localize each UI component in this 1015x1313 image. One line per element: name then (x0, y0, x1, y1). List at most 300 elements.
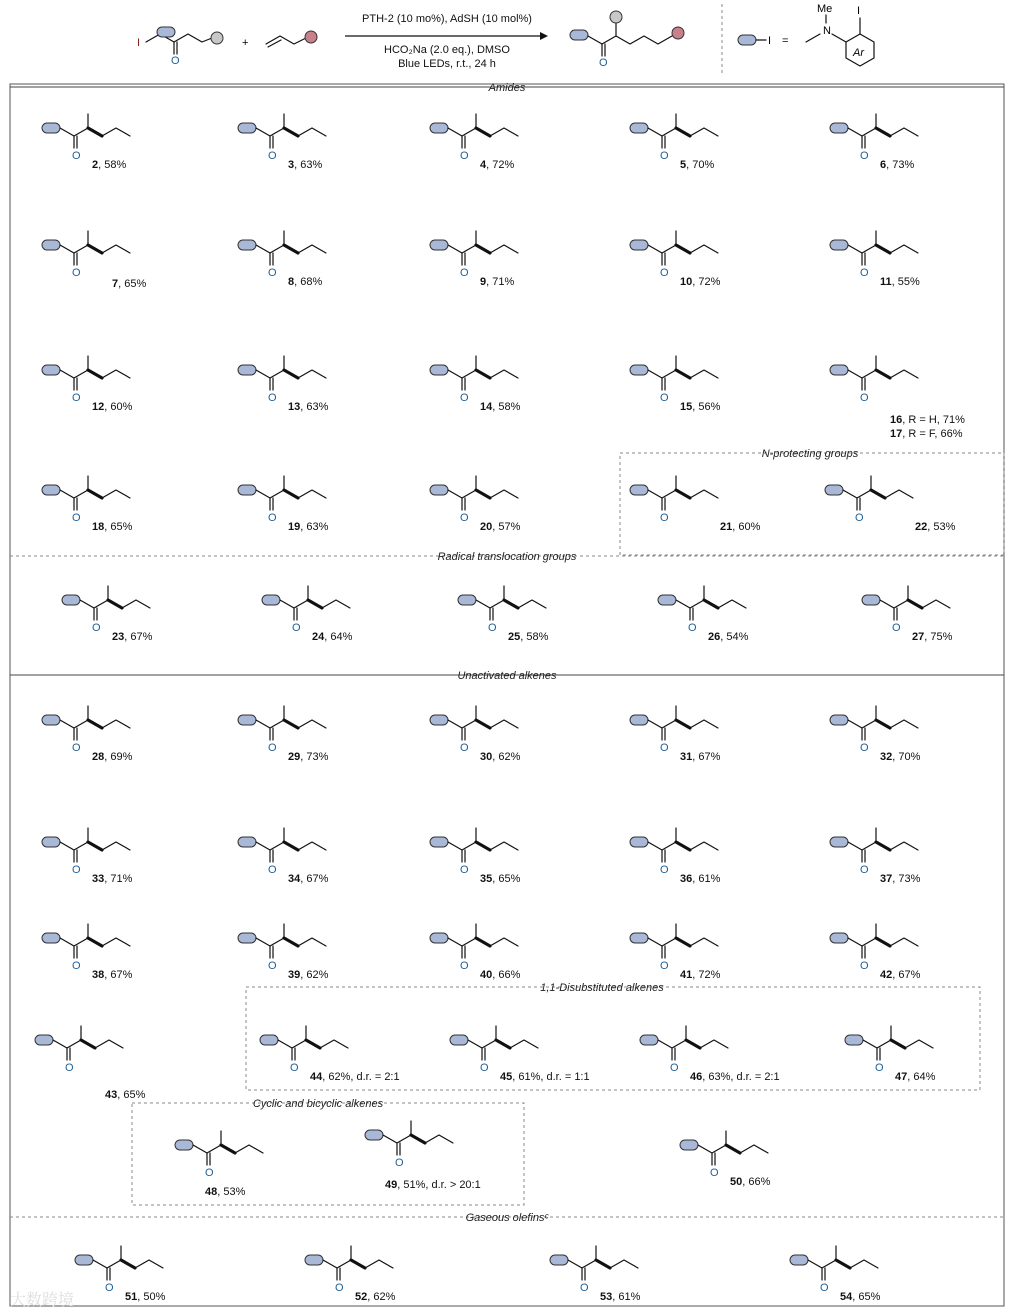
carbonyl-o-label: O (105, 1282, 114, 1294)
compound-41-structure (630, 924, 718, 972)
compound-yield: , 64% (907, 1071, 936, 1083)
compound-number: 21 (720, 521, 733, 533)
amide-pill-icon (238, 123, 256, 133)
compound-caption (680, 159, 714, 171)
compound-45-structure (450, 1026, 538, 1074)
compound-number: 5 (680, 159, 687, 171)
compound-number: 11 (880, 276, 892, 288)
key-ar-label: Ar (853, 47, 864, 59)
compound-22-structure (825, 476, 913, 524)
compound-number: 31 (680, 751, 693, 763)
amide-pill-icon (570, 30, 588, 40)
compound-number: 24 (312, 631, 325, 643)
reagent-iodoketone (137, 27, 223, 67)
compound-43-structure (35, 1026, 123, 1074)
amide-pill-icon (458, 595, 476, 605)
compound-47-structure (845, 1026, 933, 1074)
compound-caption (92, 969, 133, 981)
key-me-label: Me (817, 3, 833, 15)
translocation-group-key (738, 3, 874, 66)
amide-pill-icon (305, 1255, 323, 1265)
compound-caption (288, 969, 329, 981)
compound-27-structure (862, 586, 950, 634)
compound-8-structure (238, 231, 326, 279)
compound-yield: , 67% (104, 969, 133, 981)
section-amides: Amides (488, 82, 526, 94)
compound-yield: , 60% (104, 401, 133, 413)
compound-yield: , 67% (892, 969, 921, 981)
compound-number: 27 (912, 631, 925, 643)
amide-pill-icon (830, 933, 848, 943)
amide-pill-icon (862, 595, 880, 605)
carbonyl-o-label: O (875, 1062, 884, 1074)
compound-number: 52 (355, 1291, 368, 1303)
amide-pill-icon (830, 365, 848, 375)
carbonyl-o-label: O (860, 864, 869, 876)
carbonyl-o-label: O (580, 1282, 589, 1294)
amide-pill-icon (35, 1035, 53, 1045)
amide-pill-icon (738, 35, 756, 45)
compound-40-structure (430, 924, 518, 972)
compound-5-structure (630, 114, 718, 162)
amide-pill-icon (238, 837, 256, 847)
amide-pill-icon (42, 485, 60, 495)
amide-pill-icon (365, 1130, 383, 1140)
compound-captions (92, 159, 965, 1303)
carbonyl-o-label: O (480, 1062, 489, 1074)
carbonyl-o-label: O (335, 1282, 344, 1294)
compound-number: 18 (92, 521, 105, 533)
amide-pill-icon (830, 123, 848, 133)
carbonyl-o-label: O (660, 512, 669, 524)
compound-number: 39 (288, 969, 301, 981)
carbonyl-o-label: O (268, 150, 277, 162)
compound-yield: , 71% (104, 873, 133, 885)
amide-pill-icon (262, 595, 280, 605)
compound-caption (680, 969, 721, 981)
compound-yield: , 73% (300, 751, 329, 763)
compound-number: 41 (680, 969, 693, 981)
compound-caption (288, 276, 322, 288)
carbonyl-o-label: O (460, 150, 469, 162)
carbonyl-o-label: O (72, 267, 81, 279)
compound-caption (385, 1179, 481, 1191)
substituent-ball-icon (610, 11, 622, 23)
compound-number: 43 (105, 1089, 118, 1101)
compound-caption (92, 159, 126, 171)
compound-yield: , 60% (732, 521, 761, 533)
alkene-ball-icon (672, 27, 684, 39)
carbonyl-o-label: O (268, 267, 277, 279)
carbonyl-o-label: O (460, 267, 469, 279)
compound-number: 36 (680, 873, 693, 885)
compound-number: 42 (880, 969, 893, 981)
amide-pill-icon (430, 365, 448, 375)
section-cyclic: Cyclic and bicyclic alkenes (252, 1098, 384, 1110)
compound-49-structure (365, 1121, 453, 1169)
compound-caption (680, 873, 721, 885)
reagent-alkene (266, 31, 317, 47)
compound-35-structure (430, 828, 518, 876)
amide-pill-icon (62, 595, 80, 605)
compound-31-structure (630, 706, 718, 754)
product-general (570, 11, 684, 69)
amide-pill-icon (450, 1035, 468, 1045)
compound-yield: , 63% (294, 159, 323, 171)
compound-number: 32 (880, 751, 893, 763)
compound-number: 49 (385, 1179, 398, 1191)
compound-number: 51 (125, 1291, 138, 1303)
compound-caption (880, 159, 914, 171)
compound-yield: , 73% (886, 159, 915, 171)
compound-yield: , 68% (294, 276, 323, 288)
compound-caption (288, 159, 322, 171)
compound-caption (880, 276, 920, 288)
compound-yield: , 67% (300, 873, 329, 885)
amide-pill-icon (630, 715, 648, 725)
carbonyl-o-label: O (72, 512, 81, 524)
compound-caption (680, 401, 721, 413)
compound-caption (840, 1291, 881, 1303)
compound-number: 6 (880, 159, 887, 171)
carbonyl-o-label: O (688, 622, 697, 634)
amide-pill-icon (830, 837, 848, 847)
compound-52-structure (305, 1246, 393, 1294)
compound-yield: , 64% (324, 631, 353, 643)
compound-yield: , 55% (891, 276, 920, 288)
compound-54-structure (790, 1246, 878, 1294)
compound-number: 46 (690, 1071, 703, 1083)
compound-caption (912, 631, 953, 643)
compound-number: 35 (480, 873, 493, 885)
section-gaseous: Gaseous olefinsᶜ (465, 1212, 549, 1224)
compound-yield: , 54% (720, 631, 749, 643)
compound-13-structure (238, 356, 326, 404)
section-disubstituted: 1,1-Disubstituted alkenes (540, 982, 664, 994)
carbonyl-o-label: O (855, 512, 864, 524)
compound-caption (112, 278, 146, 290)
amide-pill-icon (260, 1035, 278, 1045)
carbonyl-o-label: O (660, 864, 669, 876)
compound-16-structure (830, 356, 918, 404)
compound-number: 3 (288, 159, 295, 171)
amide-pill-icon (630, 123, 648, 133)
compound-yield: , 63% (300, 521, 329, 533)
compound-15-structure (630, 356, 718, 404)
substituent-ball-icon (211, 32, 223, 44)
condition-line-1: PTH-2 (10 mo%), AdSH (10 mol%) (362, 13, 532, 25)
compound-number: 22 (915, 521, 928, 533)
compound-yield: , 65% (492, 873, 521, 885)
compound-yield: , 61% (692, 873, 721, 885)
alkene-ball-icon (305, 31, 317, 43)
carbonyl-o-label: O (460, 512, 469, 524)
compound-number: 20 (480, 521, 493, 533)
key-equals: = (782, 35, 789, 47)
compound-yield: , 75% (924, 631, 953, 643)
compound-yield: , 56% (692, 401, 721, 413)
compound-caption (288, 751, 329, 763)
compound-number: 19 (288, 521, 301, 533)
carbonyl-o-label: O (268, 864, 277, 876)
compound-yield: , 66% (742, 1176, 771, 1188)
compound-48-structure (175, 1131, 263, 1179)
amide-pill-icon (830, 715, 848, 725)
header-reaction (137, 3, 874, 76)
amide-pill-icon (630, 933, 648, 943)
compound-11-structure (830, 231, 918, 279)
compound-structures (35, 114, 953, 1294)
compound-number: 13 (288, 401, 301, 413)
carbonyl-o-label: O (660, 742, 669, 754)
compound-50-structure (680, 1131, 768, 1179)
compound-20-structure (430, 476, 518, 524)
compound-yield: , 70% (686, 159, 715, 171)
amide-pill-icon (630, 837, 648, 847)
compound-caption (890, 428, 963, 440)
amide-pill-icon (238, 365, 256, 375)
compound-number: 15 (680, 401, 693, 413)
compound-yield: , 71% (486, 276, 515, 288)
compound-caption (880, 873, 921, 885)
n-protecting-box (620, 453, 1004, 555)
amide-pill-icon (825, 485, 843, 495)
carbonyl-o-label: O (488, 622, 497, 634)
compound-caption (915, 521, 956, 533)
carbonyl-o-label: O (660, 960, 669, 972)
compound-number: 8 (288, 276, 295, 288)
compound-caption (92, 873, 133, 885)
compound-yield: , 72% (692, 969, 721, 981)
carbonyl-o-label: O (860, 267, 869, 279)
carbonyl-o-label: O (460, 742, 469, 754)
carbonyl-o-label: O (820, 1282, 829, 1294)
scheme-frame (10, 84, 1004, 1306)
amide-pill-icon (790, 1255, 808, 1265)
carbonyl-o-label: O (72, 960, 81, 972)
compound-2-structure (42, 114, 130, 162)
compound-yield: , 62% (367, 1291, 396, 1303)
compound-caption (288, 521, 329, 533)
compound-yield: , 65% (104, 521, 133, 533)
compound-yield: , 61%, d.r. = 1:1 (512, 1071, 590, 1083)
compound-7-structure (42, 231, 130, 279)
carbonyl-o-label: O (660, 150, 669, 162)
amide-pill-icon (157, 27, 175, 37)
carbonyl-o-label: O (460, 864, 469, 876)
amide-pill-icon (430, 933, 448, 943)
amide-pill-icon (830, 240, 848, 250)
amide-pill-icon (658, 595, 676, 605)
compound-number: 53 (600, 1291, 613, 1303)
compound-caption (708, 631, 749, 643)
compound-number: 54 (840, 1291, 853, 1303)
compound-46-structure (640, 1026, 728, 1074)
compound-26-structure (658, 586, 746, 634)
compound-caption (480, 401, 521, 413)
compound-yield: , 58% (98, 159, 127, 171)
compound-caption (508, 631, 549, 643)
amide-pill-icon (42, 715, 60, 725)
compound-yield: , 51%, d.r. > 20:1 (397, 1179, 481, 1191)
compound-yield: , R = H, 71% (902, 414, 965, 426)
compound-number: 4 (480, 159, 487, 171)
compound-44-structure (260, 1026, 348, 1074)
compound-53-structure (550, 1246, 638, 1294)
compound-12-structure (42, 356, 130, 404)
compound-number: 44 (310, 1071, 323, 1083)
compound-caption (680, 751, 721, 763)
compound-yield: , 63% (300, 401, 329, 413)
carbonyl-o-label: O (460, 392, 469, 404)
compound-yield: , 69% (104, 751, 133, 763)
compound-caption (895, 1071, 936, 1083)
carbonyl-o-label: O (660, 267, 669, 279)
key-n-label: N (823, 25, 831, 37)
compound-caption (92, 751, 133, 763)
compound-caption (730, 1176, 771, 1188)
carbonyl-o-label: O (72, 742, 81, 754)
compound-10-structure (630, 231, 718, 279)
compound-caption (310, 1071, 400, 1083)
compound-28-structure (42, 706, 130, 754)
compound-caption (105, 1089, 146, 1101)
compound-39-structure (238, 924, 326, 972)
compound-caption (720, 521, 761, 533)
compound-51-structure (75, 1246, 163, 1294)
compound-yield: , 61% (612, 1291, 641, 1303)
compound-38-structure (42, 924, 130, 972)
compound-caption (480, 873, 521, 885)
compound-caption (480, 751, 521, 763)
compound-yield: , 63%, d.r. = 2:1 (702, 1071, 780, 1083)
compound-32-structure (830, 706, 918, 754)
section-n-protecting: N-protecting groups (761, 448, 859, 460)
compound-yield: , 53% (927, 521, 956, 533)
compound-number: 23 (112, 631, 125, 643)
compound-caption (480, 521, 521, 533)
amide-pill-icon (42, 240, 60, 250)
compound-number: 2 (92, 159, 99, 171)
compound-caption (112, 631, 153, 643)
compound-yield: , 58% (520, 631, 549, 643)
compound-caption (880, 751, 921, 763)
amide-pill-icon (680, 1140, 698, 1150)
amide-pill-icon (42, 837, 60, 847)
compound-9-structure (430, 231, 518, 279)
amide-pill-icon (42, 123, 60, 133)
compound-4-structure (430, 114, 518, 162)
compound-number: 33 (92, 873, 105, 885)
compound-number: 37 (880, 873, 893, 885)
amide-pill-icon (640, 1035, 658, 1045)
compound-24-structure (262, 586, 350, 634)
compound-caption (680, 276, 721, 288)
compound-number: 38 (92, 969, 105, 981)
compound-23-structure (62, 586, 150, 634)
carbonyl-o-label: O (395, 1157, 404, 1169)
compound-3-structure (238, 114, 326, 162)
compound-25-structure (458, 586, 546, 634)
compound-number: 12 (92, 401, 105, 413)
compound-number: 30 (480, 751, 493, 763)
carbonyl-o-label: O (72, 392, 81, 404)
compound-number: 50 (730, 1176, 743, 1188)
section-unactivated: Unactivated alkenes (457, 670, 557, 682)
compound-29-structure (238, 706, 326, 754)
compound-yield: , 57% (492, 521, 521, 533)
compound-yield: , 65% (117, 1089, 146, 1101)
plus-sign: + (242, 37, 249, 49)
compound-number: 14 (480, 401, 493, 413)
carbonyl-o-label: O (268, 512, 277, 524)
compound-18-structure (42, 476, 130, 524)
compound-caption (600, 1291, 641, 1303)
compound-caption (288, 873, 329, 885)
compound-yield: , 50% (137, 1291, 166, 1303)
compound-number: 17 (890, 428, 903, 440)
compound-yield: , 65% (118, 278, 147, 290)
compound-number: 48 (205, 1186, 218, 1198)
compound-yield: , 62% (492, 751, 521, 763)
carbonyl-o-label: O (290, 1062, 299, 1074)
compound-caption (288, 401, 329, 413)
compound-caption (480, 159, 514, 171)
compound-yield: , R = F, 66% (902, 428, 963, 440)
compound-yield: , 72% (692, 276, 721, 288)
carbonyl-o-label: O (92, 622, 101, 634)
carbonyl-o-label: O (860, 960, 869, 972)
carbonyl-o-label: O (670, 1062, 679, 1074)
amide-pill-icon (630, 365, 648, 375)
compound-caption (312, 631, 353, 643)
compound-number: 28 (92, 751, 105, 763)
carbonyl-o-label: O (860, 150, 869, 162)
amide-pill-icon (430, 485, 448, 495)
amide-pill-icon (845, 1035, 863, 1045)
section-radical-translocation: Radical translocation groups (437, 551, 577, 563)
compound-number: 29 (288, 751, 301, 763)
compound-number: 34 (288, 873, 301, 885)
carbonyl-o-label: O (268, 742, 277, 754)
compound-number: 25 (508, 631, 521, 643)
amide-pill-icon (238, 485, 256, 495)
compound-number: 7 (112, 278, 119, 290)
compound-yield: , 62% (300, 969, 329, 981)
compound-34-structure (238, 828, 326, 876)
iodo-label: I (137, 37, 141, 49)
carbonyl-o-label: O (660, 392, 669, 404)
carbonyl-o-label: O (710, 1167, 719, 1179)
compound-yield: , 70% (892, 751, 921, 763)
carbonyl-o-label: O (268, 960, 277, 972)
compound-caption (92, 521, 133, 533)
compound-42-structure (830, 924, 918, 972)
compound-yield: , 67% (124, 631, 153, 643)
compound-number: 47 (895, 1071, 908, 1083)
compound-yield: , 66% (492, 969, 521, 981)
watermark-text: 大数跨境 (10, 1292, 75, 1309)
carbonyl-o-label: O (65, 1062, 74, 1074)
condition-line-3: Blue LEDs, r.t., 24 h (398, 58, 496, 70)
compound-yield: , 62%, d.r. = 2:1 (322, 1071, 400, 1083)
compound-caption (480, 969, 521, 981)
compound-caption (92, 401, 133, 413)
amide-pill-icon (550, 1255, 568, 1265)
compound-yield: , 58% (492, 401, 521, 413)
carbonyl-o-label: O (460, 960, 469, 972)
compound-number: 9 (480, 276, 487, 288)
